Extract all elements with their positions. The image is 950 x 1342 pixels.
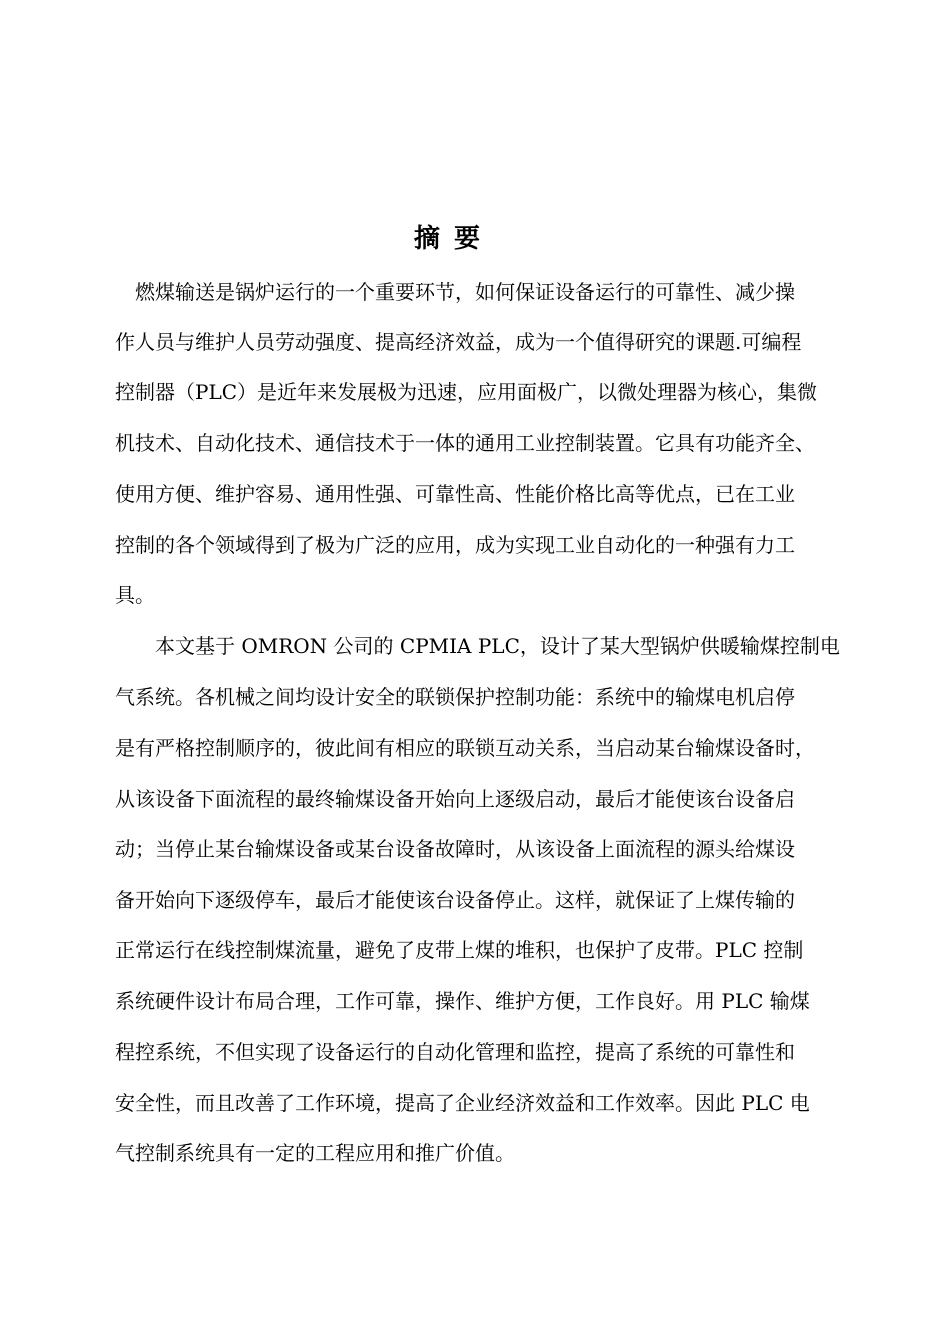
paragraph-2-line-4: 从该设备下面流程的最终输煤设备开始向上逐级启动，最后才能使该台设备启 bbox=[115, 787, 795, 811]
page-title: 摘要 bbox=[413, 224, 494, 254]
paragraph-2-line-1: 本文基于 OMRON 公司的 CPMIA PLC，设计了某大型锅炉供暖输煤控制电 bbox=[115, 634, 840, 658]
paragraph-1-line-6: 控制的各个领域得到了极为广泛的应用，成为实现工业自动化的一种强有力工 bbox=[115, 533, 795, 557]
paragraph-2-line-7: 正常运行在线控制煤流量，避免了皮带上煤的堆积，也保护了皮带。PLC 控制 bbox=[115, 938, 804, 962]
paragraph-2-line-10: 安全性，而且改善了工作环境，提高了企业经济效益和工作效率。因此 PLC 电 bbox=[115, 1091, 810, 1115]
paragraph-2-line-9: 程控系统，不但实现了设备运行的自动化管理和监控，提高了系统的可靠性和 bbox=[115, 1040, 795, 1064]
paragraph-2-line-6: 备开始向下逐级停车，最后才能使该台设备停止。这样，就保证了上煤传输的 bbox=[115, 888, 795, 912]
paragraph-1-line-4: 机技术、自动化技术、通信技术于一体的通用工业控制装置。它具有功能齐全、 bbox=[115, 431, 815, 455]
paragraph-2-line-11: 气控制系统具有一定的工程应用和推广价值。 bbox=[115, 1141, 515, 1165]
paragraph-1-line-7: 具。 bbox=[115, 583, 155, 607]
paragraph-1-line-3: 控制器（PLC）是近年来发展极为迅速，应用面极广，以微处理器为核心，集微 bbox=[115, 380, 818, 404]
paragraph-2-line-2: 气系统。各机械之间均设计安全的联锁保护控制功能：系统中的输煤电机启停 bbox=[115, 685, 795, 709]
paragraph-2-line-5: 动；当停止某台输煤设备或某台设备故障时，从该设备上面流程的源头给煤设 bbox=[115, 837, 795, 861]
paragraph-2-line-8: 系统硬件设计布局合理，工作可靠，操作、维护方便，工作良好。用 PLC 输煤 bbox=[115, 989, 810, 1013]
paragraph-1-line-2: 作人员与维护人员劳动强度、提高经济效益，成为一个值得研究的课题.可编程 bbox=[115, 330, 802, 354]
paragraph-1-line-1: 燃煤输送是锅炉运行的一个重要环节，如何保证设备运行的可靠性、减少操 bbox=[115, 280, 795, 304]
paragraph-2-line-3: 是有严格控制顺序的，彼此间有相应的联锁互动关系，当启动某台输煤设备时， bbox=[115, 736, 815, 760]
paragraph-1-line-5: 使用方便、维护容易、通用性强、可靠性高、性能价格比高等优点，已在工业 bbox=[115, 482, 795, 506]
